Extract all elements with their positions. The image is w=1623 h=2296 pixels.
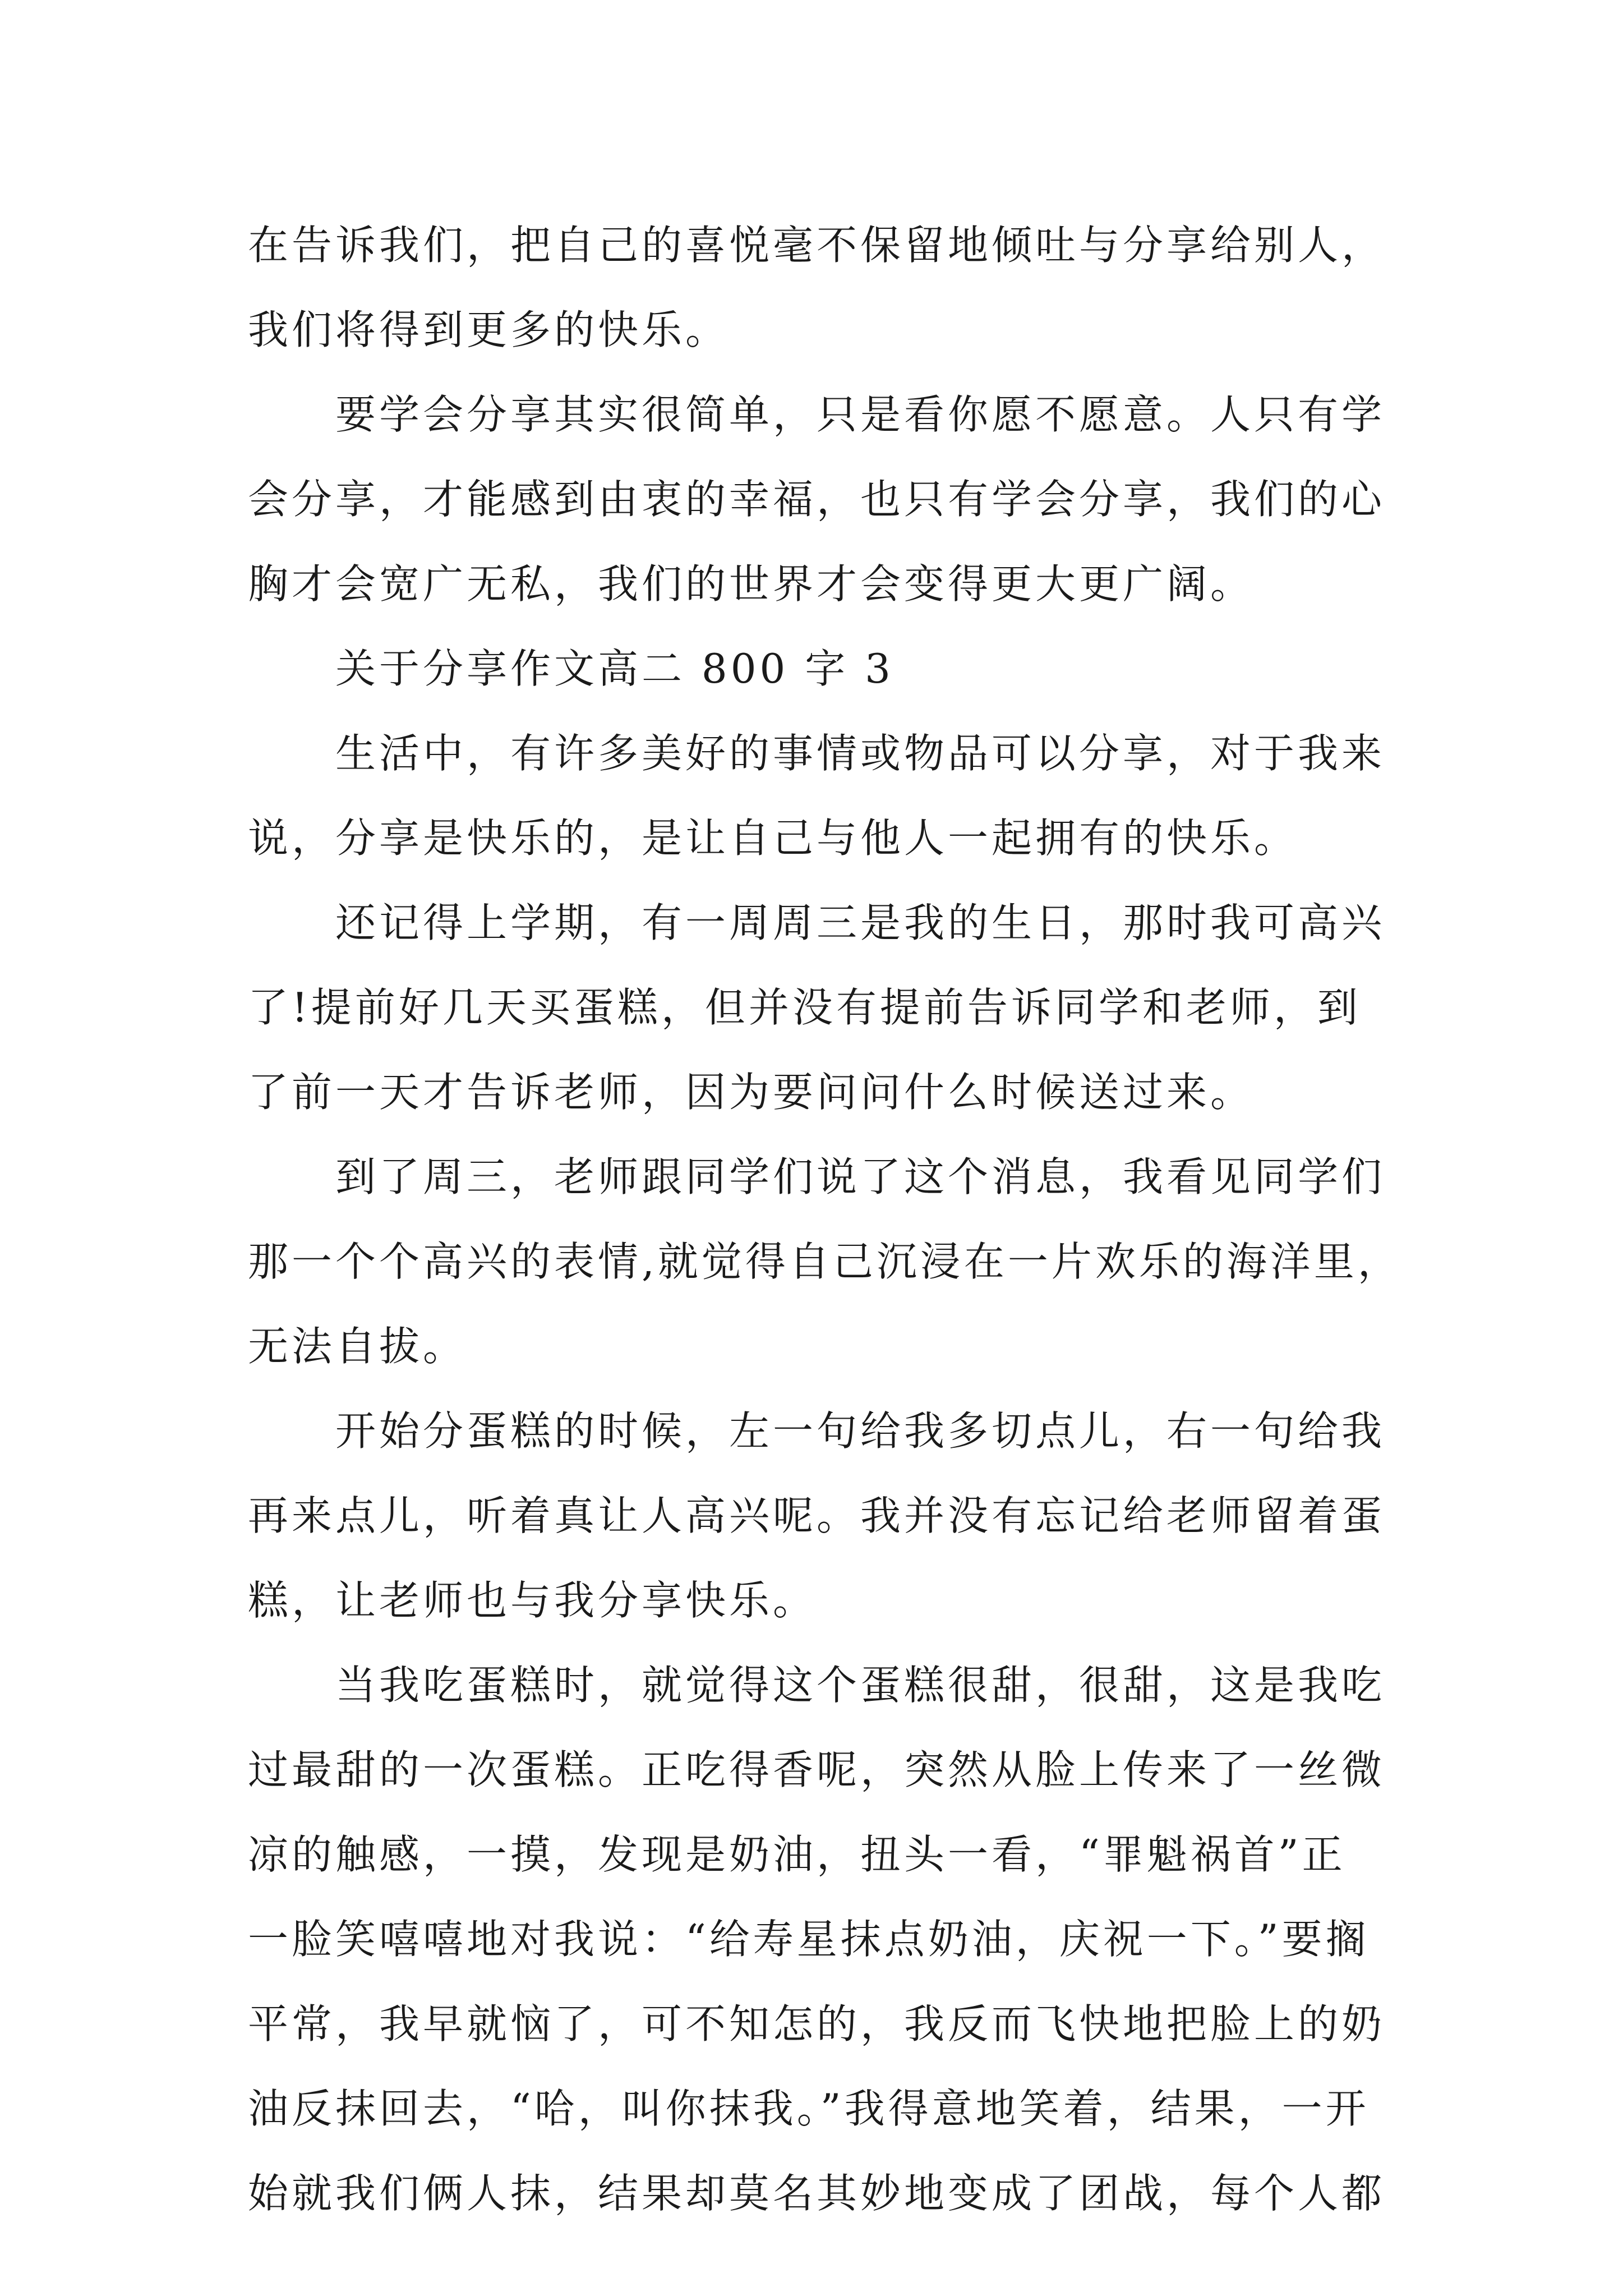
text-line: 说，分享是快乐的，是让自己与他人一起拥有的快乐。 [248,815,1298,862]
text-line: 凉的触感，一摸，发现是奶油，扭头一看，“罪魁祸首”正 [248,1831,1346,1878]
text-line: 过最甜的一次蛋糕。正吃得香呢，突然从脸上传来了一丝微 [248,1746,1386,1793]
text-line: 我们将得到更多的快乐。 [248,306,730,353]
text-line: 到了周三，老师跟同学们说了这个消息，我看见同学们 [335,1153,1386,1200]
text-line: 了前一天才告诉老师，因为要问问什么时候送过来。 [248,1069,1255,1116]
text-line: 要学会分享其实很简单，只是看你愿不愿意。人只有学 [335,391,1386,438]
document-body [248,203,1401,2236]
text-line: 胸才会宽广无私，我们的世界才会变得更大更广阔。 [248,560,1255,608]
text-line: 平常，我早就恼了，可不知怎的，我反而飞快地把脸上的奶 [248,2000,1386,2047]
text-line: 油反抹回去，“哈，叫你抹我。”我得意地笑着，结果，一开 [248,2085,1370,2132]
text-line: 开始分蛋糕的时候，左一句给我多切点儿，右一句给我 [335,1407,1386,1455]
text-line: 在告诉我们，把自己的喜悦毫不保留地倾吐与分享给别人， [248,222,1386,269]
text-line: 关于分享作文高二 800 字 3 [335,645,894,692]
text-line: 生活中，有许多美好的事情或物品可以分享，对于我来 [335,730,1386,777]
text-line: 一脸笑嘻嘻地对我说：“给寿星抹点奶油，庆祝一下。”要搁 [248,1916,1370,1963]
text-line: 那一个个高兴的表情,就觉得自己沉浸在一片欢乐的海洋里， [248,1238,1401,1285]
text-line: 了!提前好几天买蛋糕，但并没有提前告诉同学和老师，到 [248,984,1361,1031]
text-line: 糕，让老师也与我分享快乐。 [248,1577,817,1624]
text-line: 还记得上学期，有一周周三是我的生日，那时我可高兴 [335,899,1386,946]
text-line: 再来点儿，听着真让人高兴呢。我并没有忘记给老师留着蛋 [248,1492,1386,1539]
text-line: 当我吃蛋糕时，就觉得这个蛋糕很甜，很甜，这是我吃 [335,1662,1386,1709]
text-line: 会分享，才能感到由衷的幸福，也只有学会分享，我们的心 [248,476,1386,523]
text-line: 无法自拔。 [248,1323,467,1370]
text-line: 始就我们俩人抹，结果却莫名其妙地变成了团战，每个人都 [248,2170,1386,2217]
